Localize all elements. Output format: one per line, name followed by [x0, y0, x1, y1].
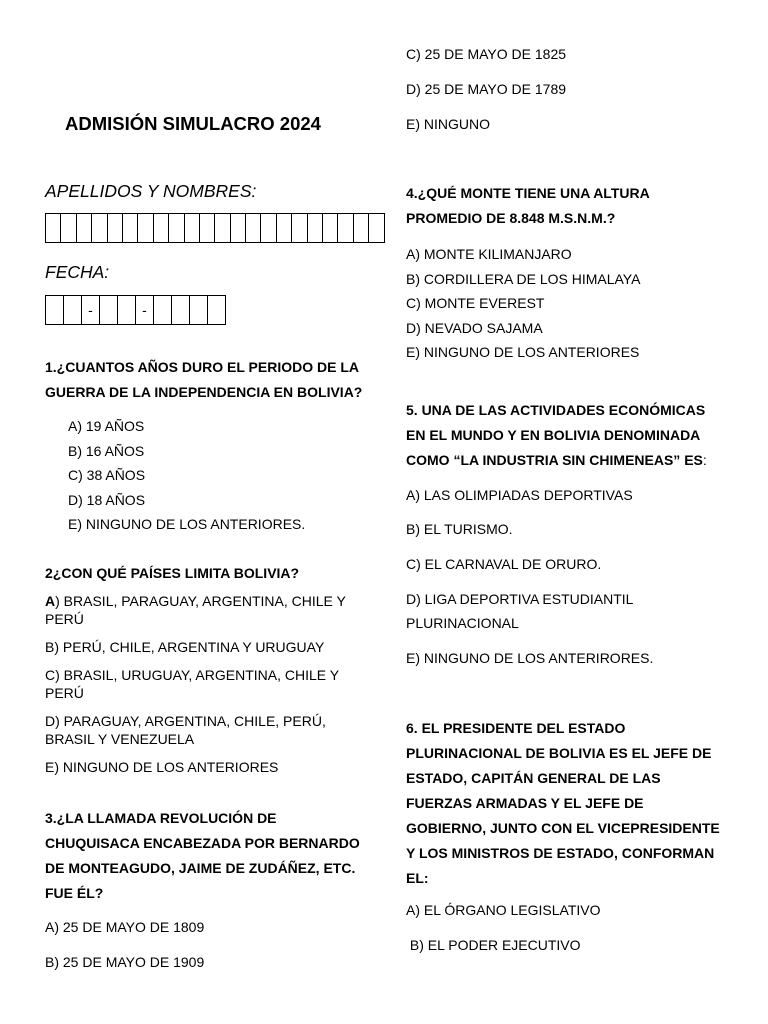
name-letter-box[interactable] — [338, 213, 353, 243]
date-separator-box: - — [82, 295, 100, 325]
question-text-line: 3.¿LA LLAMADA REVOLUCIÓN DE — [45, 810, 277, 826]
option-item[interactable]: C) BRASIL, URUGUAY, ARGENTINA, CHILE Y PERÚ — [45, 667, 339, 701]
option-list — [45, 592, 360, 776]
question-text: COMO “LA INDUSTRIA SIN CHIMENEAS” ES — [406, 452, 703, 468]
option-item[interactable]: C) 38 AÑOS — [68, 467, 146, 483]
question-text-line: FUERZAS ARMADAS Y EL JEFE DE — [406, 795, 644, 811]
question-text-line — [406, 448, 746, 473]
question-text-line: Y LOS MINISTROS DE ESTADO, CONFORMAN — [406, 845, 715, 861]
option-item[interactable]: C) MONTE EVEREST — [406, 295, 545, 311]
name-label: APELLIDOS Y NOMBRES: — [45, 181, 257, 201]
name-letter-box[interactable] — [215, 213, 230, 243]
option-item[interactable]: A) 19 AÑOS — [68, 418, 145, 434]
option-item-continued: PLURINACIONAL — [406, 615, 519, 631]
option-item[interactable]: B) EL PODER EJECUTIVO — [406, 937, 581, 953]
option-item[interactable]: D) NEVADO SAJAMA — [406, 319, 543, 336]
option-item[interactable]: D) 25 DE MAYO DE 1789 — [406, 81, 567, 97]
question-text-line: ESTADO, CAPITÁN GENERAL DE LAS — [406, 770, 661, 786]
name-letter-box[interactable] — [200, 213, 215, 243]
date-digit-box[interactable] — [172, 295, 190, 325]
question-2 — [45, 561, 299, 586]
name-letter-box[interactable] — [108, 213, 123, 243]
question-text-line: 4.¿QUÉ MONTE TIENE UNA ALTURA — [406, 185, 650, 201]
name-letter-box[interactable] — [92, 213, 107, 243]
date-input-boxes[interactable] — [45, 295, 226, 325]
name-letter-box[interactable] — [231, 213, 246, 243]
date-digit-box[interactable] — [46, 295, 64, 325]
name-letter-box[interactable] — [246, 213, 261, 243]
name-letter-box[interactable] — [277, 213, 292, 243]
option-list — [68, 417, 305, 533]
option-item[interactable]: D) LIGA DEPORTIVA ESTUDIANTIL — [406, 591, 634, 607]
option-item[interactable]: A) 25 DE MAYO DE 1809 — [45, 919, 205, 935]
date-label: FECHA: — [45, 262, 110, 282]
date-digit-box[interactable] — [100, 295, 118, 325]
question-1 — [45, 355, 375, 405]
question-text-line: EN EL MUNDO Y EN BOLIVIA DENOMINADA — [406, 427, 701, 443]
option-item[interactable]: E) NINGUNO DE LOS ANTERIRORES. — [406, 650, 654, 666]
name-letter-box[interactable] — [169, 213, 184, 243]
question-text-line: GOBIERNO, JUNTO CON EL VICEPRESIDENTE — [406, 820, 720, 836]
question-text-line: CHUQUISACA ENCABEZADA POR BERNARDO — [45, 835, 360, 851]
option-item[interactable]: C) 25 DE MAYO DE 1825 — [406, 46, 567, 62]
question-text-line: EL: — [406, 870, 429, 886]
question-text-line: 2¿CON QUÉ PAÍSES LIMITA BOLIVIA? — [45, 565, 300, 581]
name-letter-box[interactable] — [138, 213, 153, 243]
question-text-line: DE MONTEAGUDO, JAIME DE ZUDÁÑEZ, ETC. — [45, 860, 356, 876]
option-item[interactable]: B) 25 DE MAYO DE 1909 — [45, 954, 205, 970]
option-letter: A — [45, 593, 56, 609]
name-input-boxes[interactable] — [45, 213, 385, 243]
option-item[interactable]: D) 18 AÑOS — [68, 491, 146, 508]
option-item[interactable]: C) EL CARNAVAL DE ORURO. — [406, 556, 602, 572]
name-letter-box[interactable] — [308, 213, 323, 243]
question-text-line: PLURINACIONAL DE BOLIVIA ES EL JEFE DE — [406, 745, 712, 761]
name-letter-box[interactable] — [46, 213, 61, 243]
question-3 — [45, 806, 375, 906]
date-digit-box[interactable] — [64, 295, 82, 325]
question-colon: : — [702, 452, 707, 468]
question-text-line: PROMEDIO DE 8.848 M.S.N.M.? — [406, 210, 616, 226]
option-item[interactable] — [45, 592, 360, 628]
option-item[interactable]: B) 16 AÑOS — [68, 442, 145, 459]
option-item[interactable]: E) NINGUNO DE LOS ANTERIORES — [406, 344, 640, 360]
option-item[interactable]: E) NINGUNO — [406, 116, 490, 132]
name-letter-box[interactable] — [261, 213, 276, 243]
option-list — [406, 245, 640, 361]
option-item[interactable]: D) PARAGUAY, ARGENTINA, CHILE, PERÚ, BRASIL Y VENEZUELA — [45, 713, 326, 747]
option-item[interactable]: A) MONTE KILIMANJARO — [406, 246, 572, 262]
name-letter-box[interactable] — [77, 213, 92, 243]
question-text-line: 1.¿CUANTOS AÑOS DURO EL PERIODO DE LA — [45, 359, 359, 375]
option-item[interactable]: B) EL TURISMO. — [406, 521, 513, 537]
question-text-line: 6. EL PRESIDENTE DEL ESTADO — [406, 720, 626, 736]
date-separator-box: - — [136, 295, 154, 325]
option-item[interactable]: A) LAS OLIMPIADAS DEPORTIVAS — [406, 487, 633, 503]
question-text-line: GUERRA DE LA INDEPENDENCIA EN BOLIVIA? — [45, 384, 363, 400]
option-item[interactable]: B) CORDILLERA DE LOS HIMALAYA — [406, 270, 641, 287]
name-letter-box[interactable] — [123, 213, 138, 243]
option-item[interactable]: B) PERÚ, CHILE, ARGENTINA Y URUGUAY — [45, 639, 325, 655]
name-letter-box[interactable] — [61, 213, 76, 243]
name-letter-box[interactable] — [154, 213, 169, 243]
date-digit-box[interactable] — [154, 295, 172, 325]
question-4 — [406, 181, 736, 231]
question-text-line: 5. UNA DE LAS ACTIVIDADES ECONÓMICAS — [406, 402, 706, 418]
option-item[interactable]: E) NINGUNO DE LOS ANTERIORES — [45, 759, 279, 775]
name-letter-box[interactable] — [354, 213, 369, 243]
date-digit-box[interactable] — [190, 295, 208, 325]
name-letter-box[interactable] — [369, 213, 384, 243]
name-letter-box[interactable] — [323, 213, 338, 243]
name-letter-box[interactable] — [185, 213, 200, 243]
question-5 — [406, 398, 746, 473]
date-digit-box[interactable] — [208, 295, 226, 325]
option-item[interactable]: E) NINGUNO DE LOS ANTERIORES. — [68, 516, 306, 532]
date-digit-box[interactable] — [118, 295, 136, 325]
name-letter-box[interactable] — [292, 213, 307, 243]
page-title: ADMISIÓN SIMULACRO 2024 — [65, 113, 321, 134]
option-text: ) BRASIL, PARAGUAY, ARGENTINA, CHILE Y PERÚ — [45, 593, 346, 627]
question-text-line: FUE ÉL? — [45, 885, 104, 901]
question-6 — [406, 716, 746, 891]
option-item[interactable]: A) EL ÓRGANO LEGISLATIVO — [406, 902, 601, 918]
